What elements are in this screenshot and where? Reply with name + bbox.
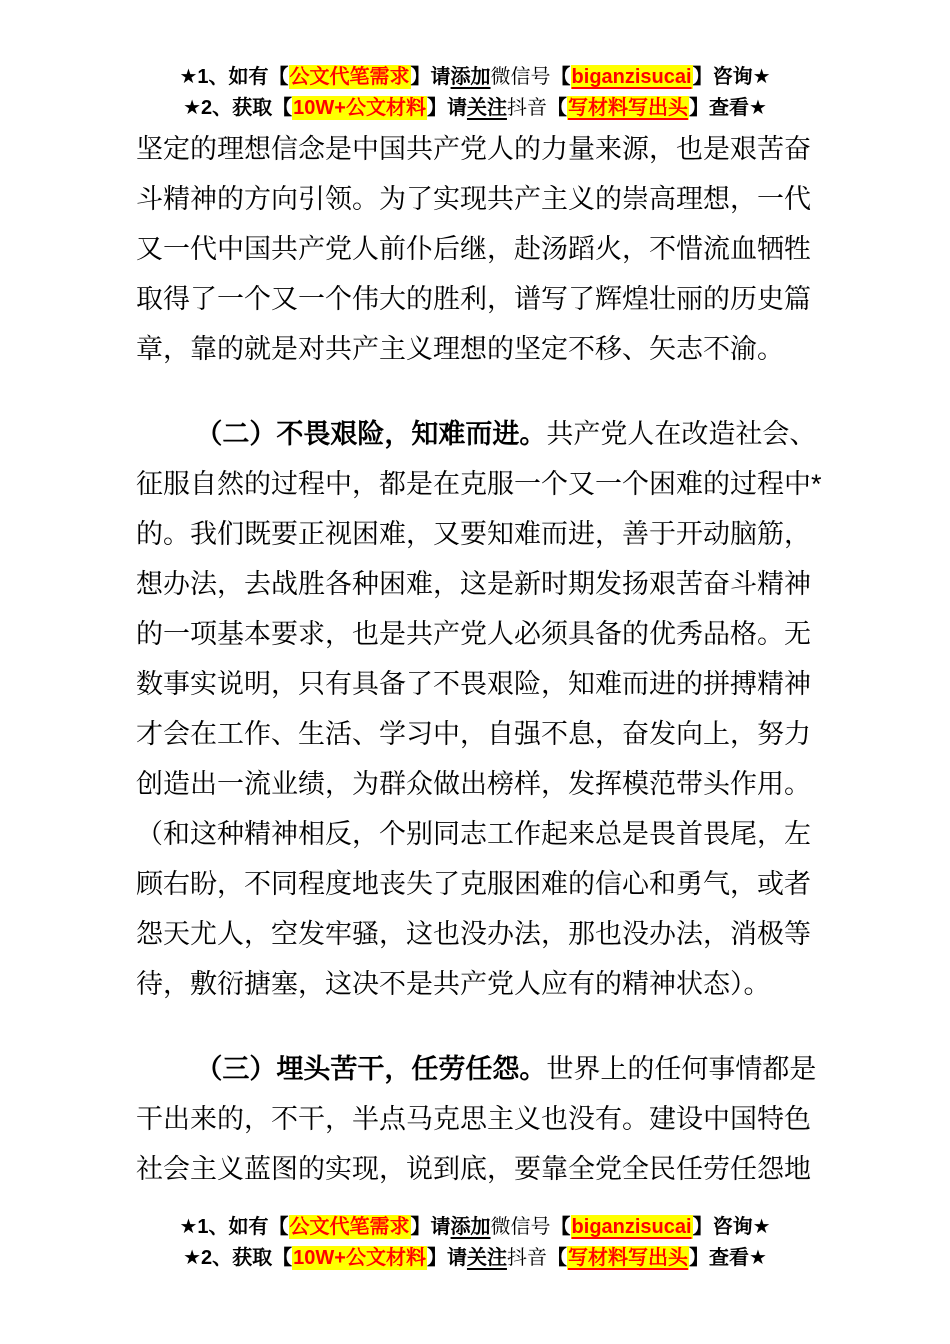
notice-text: 】请 (426, 97, 467, 119)
body-line (136, 759, 814, 809)
notice-text: 微信号 (490, 1216, 551, 1238)
body-text-segment: （和这种精神相反，个别同志工作起来总是畏首畏尾，左 (136, 819, 811, 849)
notice-text: 【 (546, 1247, 567, 1269)
body-text-segment: 坚定的理想信念是中国共产党人的力量来源，也是艰苦奋 (136, 134, 811, 164)
body-line (136, 1044, 817, 1094)
body-text-segment: 待，敷衍搪塞，这决不是共产党人应有的精神状态）。 (136, 969, 771, 999)
body-line (136, 174, 814, 224)
body-text-segment: 顾右盼，不同程度地丧失了克服困难的信心和勇气，或者 (136, 869, 811, 899)
notice-line (0, 1243, 950, 1274)
body-line (136, 274, 814, 324)
body-line (136, 959, 814, 1009)
highlighted-text: 10W+公文材料 (293, 1247, 426, 1269)
notice-line (0, 1212, 950, 1243)
notice-text: 抖音 (506, 1247, 547, 1269)
body-line (136, 409, 817, 459)
body-text-segment: 征服自然的过程中，都是在克服一个又一个困难的过程中* (136, 469, 822, 499)
body-text-segment: 取得了一个又一个伟大的胜利，谱写了辉煌壮丽的历史篇 (136, 284, 811, 314)
body-text-segment: 章，靠的就是对共产主义理想的坚定不移、矢志不渝。 (136, 334, 784, 364)
body-line (136, 909, 814, 959)
notice-text: 关注 (466, 97, 507, 119)
notice-text: 微信号 (490, 66, 551, 88)
highlighted-text: 写材料写出头 (567, 97, 688, 119)
notice-text: ★2、获取【 (183, 97, 293, 119)
body-text-segment: 斗精神的方向引领。为了实现共产主义的崇高理想，一代 (136, 184, 811, 214)
body-text-segment: 世界上的任何事情都是 (546, 1054, 817, 1084)
body-text-segment: 干出来的，不干，半点马克思主义也没有。建设中国特色 (136, 1104, 811, 1134)
header-notice (0, 0, 950, 124)
section-heading-text: （三）埋头苦干，任劳任怨。 (195, 1054, 547, 1084)
notice-text: 】查看★ (688, 1247, 767, 1269)
body-line (136, 609, 814, 659)
notice-text: 】咨询★ (692, 66, 771, 88)
body-line (136, 659, 814, 709)
body-line (136, 1144, 814, 1194)
body-text-segment: 社会主义蓝图的实现，说到底，要靠全党全民任劳任怨地 (136, 1154, 811, 1184)
body-line (136, 324, 814, 374)
body-text-segment: 数事实说明，只有具备了不畏艰险，知难而进的拼搏精神 (136, 669, 811, 699)
body-text-segment: 想办法，去战胜各种困难，这是新时期发扬艰苦奋斗精神 (136, 569, 811, 599)
notice-text: 】请 (410, 1216, 451, 1238)
notice-text: 】查看★ (688, 97, 767, 119)
section-heading-text: （二）不畏艰险，知难而进。 (195, 419, 547, 449)
notice-text: 抖音 (506, 97, 547, 119)
body-text-segment: 创造出一流业绩，为群众做出榜样，发挥模范带头作用。 (136, 769, 811, 799)
highlighted-text: 10W+公文材料 (293, 97, 426, 119)
notice-text: 】请 (410, 66, 451, 88)
paragraph (136, 409, 822, 1009)
notice-text: 添加 (450, 66, 491, 88)
body-line (136, 709, 814, 759)
body-line (136, 509, 814, 559)
body-text-segment: 怨天尤人，空发牢骚，这也没办法，那也没办法，消极等 (136, 919, 811, 949)
paragraph (136, 1044, 817, 1194)
highlighted-text: biganzisucai (571, 1216, 692, 1238)
footer-notice (0, 1212, 950, 1274)
notice-line (0, 93, 950, 124)
notice-text: ★2、获取【 (183, 1247, 293, 1269)
body-line (136, 124, 814, 174)
notice-text: 添加 (450, 1216, 491, 1238)
body-text-segment: 又一代中国共产党人前仆后继，赴汤蹈火，不惜流血牺牲 (136, 234, 811, 264)
body-line (136, 809, 814, 859)
notice-text: 【 (550, 66, 571, 88)
body-line (136, 859, 814, 909)
body-line (136, 224, 814, 274)
body-text-segment: 才会在工作、生活、学习中，自强不息，奋发向上，努力 (136, 719, 811, 749)
paragraph (136, 124, 814, 374)
body-line (136, 1094, 814, 1144)
body-text-segment: 共产党人在改造社会、 (546, 419, 817, 449)
highlighted-text: 写材料写出头 (567, 1247, 688, 1269)
body-line (136, 459, 822, 509)
highlighted-text: 公文代笔需求 (289, 66, 410, 88)
notice-line (0, 62, 950, 93)
document-body (136, 124, 822, 1194)
body-text-segment: 的。我们既要正视困难，又要知难而进，善于开动脑筋， (136, 519, 811, 549)
notice-text: 关注 (466, 1247, 507, 1269)
body-text-segment: 的一项基本要求，也是共产党人必须具备的优秀品格。无 (136, 619, 811, 649)
highlighted-text: biganzisucai (571, 66, 692, 88)
notice-text: 【 (550, 1216, 571, 1238)
notice-text: 】咨询★ (692, 1216, 771, 1238)
notice-text: ★1、如有【 (179, 1216, 289, 1238)
notice-text: ★1、如有【 (179, 66, 289, 88)
notice-text: 】请 (426, 1247, 467, 1269)
notice-text: 【 (546, 97, 567, 119)
body-line (136, 559, 814, 609)
highlighted-text: 公文代笔需求 (289, 1216, 410, 1238)
